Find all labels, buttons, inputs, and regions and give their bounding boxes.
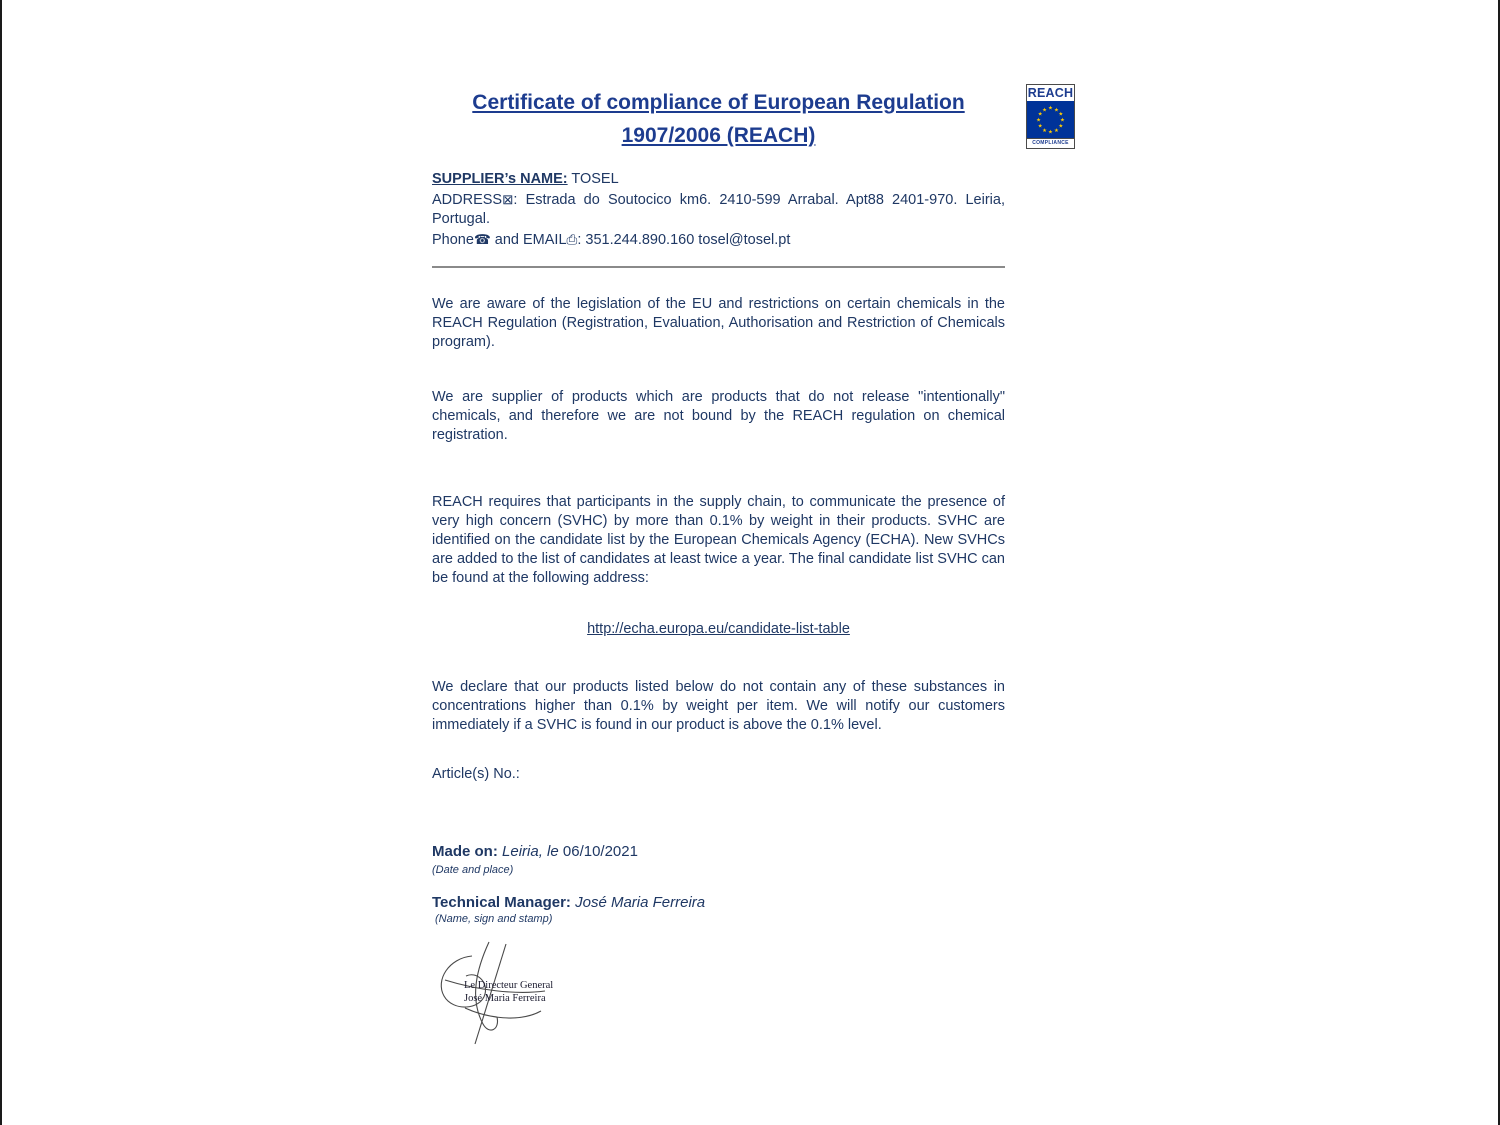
svg-text:★: ★: [1058, 123, 1064, 130]
candidate-list-link-line: [432, 621, 1005, 637]
svg-text:★: ★: [1054, 107, 1059, 114]
made-on-place: Leiria, le: [497, 843, 559, 860]
paragraph-aware: We are aware of the legislation of the EU and restrictions on certain chemicals in the REACH Regulation (Registration, Evaluation, Authorisation and Restriction of Chemicals program).: [432, 296, 1005, 350]
technical-manager-line: [432, 894, 1005, 911]
stamp-text-line-2: José Maria Ferreira: [464, 993, 546, 1004]
technical-manager-name: José Maria Ferreira: [570, 894, 706, 911]
svg-text:★: ★: [1037, 123, 1043, 130]
email-label: and EMAIL: [490, 231, 567, 248]
svg-text:★: ★: [1060, 117, 1065, 124]
svg-text:★: ★: [1048, 105, 1053, 112]
candidate-list-link[interactable]: http://echa.europa.eu/candidate-list-table: [587, 621, 850, 637]
reach-logo-word: REACH: [1027, 86, 1074, 100]
made-on-label: Made on:: [432, 843, 498, 860]
supplier-name-line: [432, 170, 1005, 190]
paragraph-svhc: REACH requires that participants in the supply chain, to communicate the presence of very high concern (SVHC) by more than 0.1% by weight in their products. SVHC are identified on the candidate list by the European Chemicals Agency (ECHA). New SVHCs are added to the list of candidates at least twice a year. The final candidate list SVHC can be found at the following address:: [432, 494, 1005, 586]
svg-text:★: ★: [1048, 129, 1053, 136]
name-sign-note: (Name, sign and stamp): [435, 913, 553, 925]
phone-icon: ☎: [473, 231, 491, 247]
certificate-title: [432, 86, 1005, 152]
made-on-date: 06/10/2021: [558, 843, 638, 860]
address-label: ADDRESS: [432, 191, 503, 208]
svg-text:★: ★: [1058, 111, 1064, 118]
supplier-address-line: [432, 190, 1005, 230]
articles-line: Article(s) No.:: [432, 766, 520, 782]
divider-line: [432, 266, 1005, 268]
contact-value: : 351.244.890.160 tosel@tosel.pt: [577, 231, 791, 248]
envelope-icon: ⊠: [502, 191, 514, 207]
svg-text:★: ★: [1042, 128, 1047, 135]
title-line-1: Certificate of compliance of European Regulation: [472, 91, 965, 114]
technical-manager-label: Technical Manager:: [432, 894, 571, 911]
made-on-line: [432, 843, 1005, 860]
stamp-text-line-1: Le Directeur General: [464, 980, 554, 991]
svg-text:★: ★: [1037, 111, 1043, 118]
svg-text:★: ★: [1054, 128, 1059, 135]
supplier-name-value: TOSEL: [567, 171, 619, 187]
supplier-name-label: SUPPLIER’s NAME:: [432, 171, 568, 187]
reach-logo-caption: COMPLIANCE: [1027, 138, 1074, 148]
fax-icon: ⎙: [566, 231, 578, 247]
address-value: : Estrada do Soutocico km6. 2410-599 Arrabal. Apt88 2401-970. Leiria, Portugal.: [432, 191, 1005, 227]
supplier-block: [432, 170, 1005, 250]
date-place-note: (Date and place): [432, 864, 514, 876]
eu-flag-icon: [1027, 101, 1074, 138]
phone-label: Phone: [432, 231, 474, 248]
reach-compliance-logo: [1026, 84, 1075, 149]
svg-text:★: ★: [1036, 117, 1041, 124]
svg-text:★: ★: [1042, 107, 1047, 114]
paragraph-supplier-of: We are supplier of products which are products that do not release "intentionally" chemicals, and therefore we are not bound by the REACH regulation on chemical registration.: [432, 389, 1005, 443]
supplier-contact-line: [432, 230, 1005, 251]
title-line-2: 1907/2006 (REACH): [621, 124, 816, 147]
paragraph-declaration: We declare that our products listed below do not contain any of these substances in concentrations higher than 0.1% by weight per item. We will notify our customers immediately if a SVHC is found in our product is above the 0.1% level.: [432, 679, 1005, 733]
